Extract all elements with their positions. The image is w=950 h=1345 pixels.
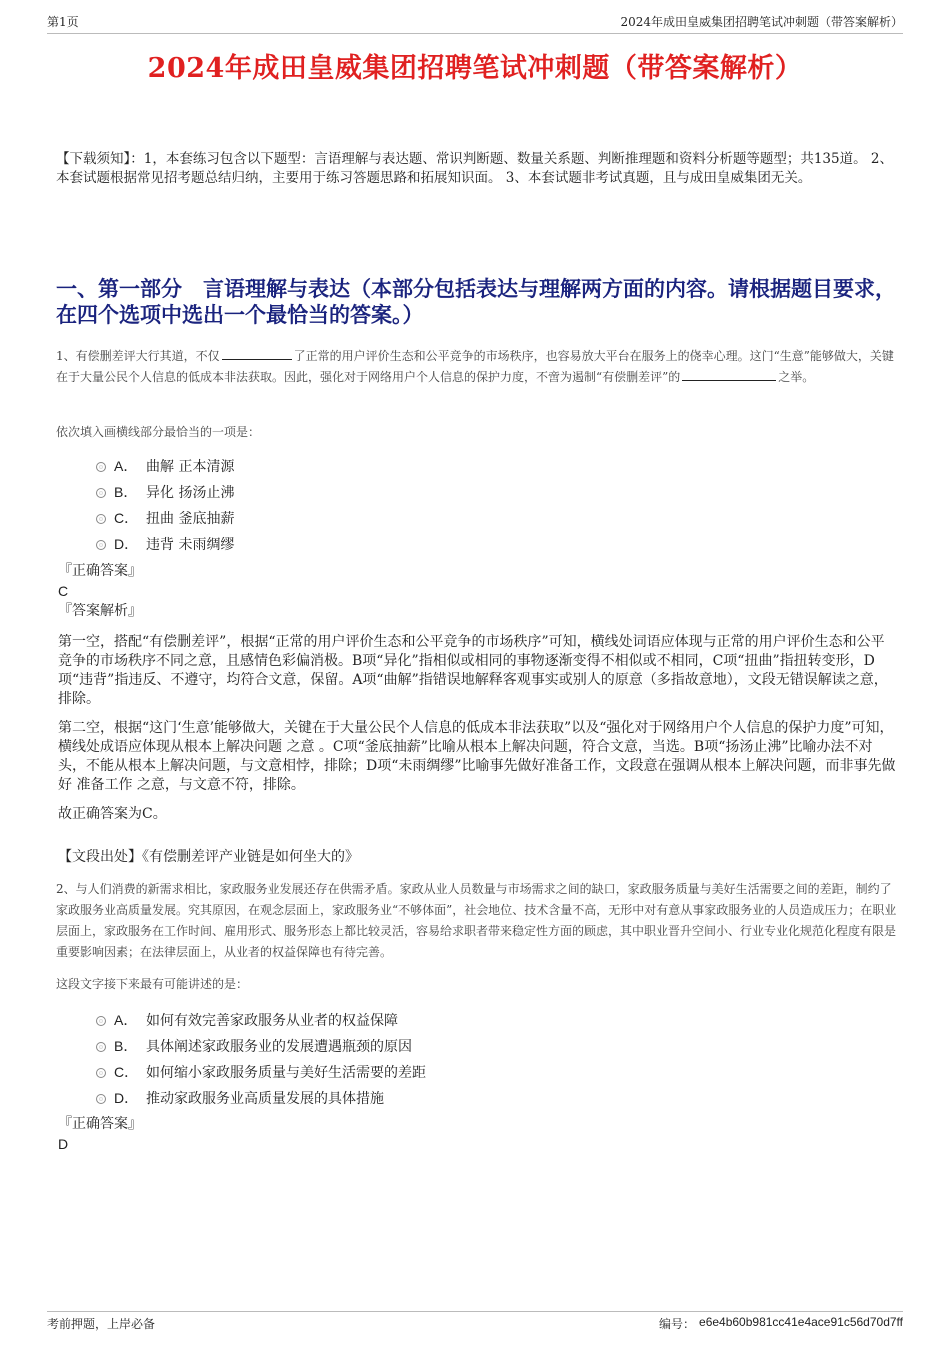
option-a[interactable]: A． 如何有效完善家政服务从业者的权益保障 bbox=[96, 1007, 426, 1033]
question-2-answer bbox=[58, 1114, 142, 1154]
option-c[interactable]: C． 如何缩小家政服务质量与美好生活需要的差距 bbox=[96, 1059, 426, 1085]
radio-icon[interactable] bbox=[96, 488, 106, 498]
fill-blank-2 bbox=[682, 367, 776, 381]
radio-icon[interactable] bbox=[96, 514, 106, 524]
header-doc-name: 2024年成田皇威集团招聘笔试冲刺题（带答案解析） bbox=[620, 15, 903, 29]
radio-icon[interactable] bbox=[96, 1094, 106, 1104]
footer-slogan: 考前押题，上岸必备 bbox=[47, 1317, 156, 1331]
page-footer bbox=[47, 1311, 903, 1331]
fill-blank-1 bbox=[222, 346, 292, 360]
document-hash: e6e4b60b981cc41e4ace91c56d70d7ff bbox=[699, 1315, 903, 1329]
answer-value: C bbox=[58, 583, 69, 599]
page-number: 第1页 bbox=[47, 15, 79, 29]
radio-icon[interactable] bbox=[96, 1042, 106, 1052]
analysis-paragraph: 第一空，搭配“有偿删差评”，根据“正常的用户评价生态和公平竞争的市场秩序”可知，横线处词语应体现与正常的用户评价生态和公平竞争的市场秩序不同之意，且感情色彩偏消极。B项“异化”指相似或相同的事物逐渐变得不相似或不相同，C项“扭曲”指扭转变形，D项“违背”指违反、不遵守，均符合文意，保留。A项“曲解”指错误地解释客观事实或别人的原意（多指故意地），文段无错误解读之意，排除。 bbox=[58, 634, 888, 707]
radio-icon[interactable] bbox=[96, 462, 106, 472]
question-2-prompt: 这段文字接下来最有可能讲述的是： bbox=[56, 977, 249, 991]
footer-code: 编号： e6e4b60b981cc41e4ace91c56d70d7ff bbox=[659, 1315, 903, 1331]
radio-icon[interactable] bbox=[96, 1068, 106, 1078]
option-c[interactable]: C． 扭曲 釜底抽薪 bbox=[96, 505, 234, 531]
option-d[interactable]: D． 推动家政服务业高质量发展的具体措施 bbox=[96, 1085, 426, 1111]
analysis-label: 『答案解析』 bbox=[58, 603, 142, 619]
question-1-analysis bbox=[58, 633, 896, 834]
radio-icon[interactable] bbox=[96, 1016, 106, 1026]
page-header bbox=[47, 14, 903, 34]
question-1-prompt: 依次填入画横线部分最恰当的一项是： bbox=[56, 425, 261, 439]
question-1-source: 【文段出处】《有偿删差评产业链是如何坐大的》 bbox=[58, 849, 359, 865]
answer-label: 『正确答案』 bbox=[58, 563, 142, 579]
question-2-text: 2、与人们消费的新需求相比，家政服务业发展还存在供需矛盾。家政从业人员数量与市场需求之间的缺口，家政服务质量与美好生活需要之间的差距，制约了家政服务业高质量发展。究其原因，在观念层面上，家政服务业“不够体面”，社会地位、技术含量不高，无形中对有意从事家政服务业的人员造成压力；在职业层面上，家政服务在工作时间、雇用形式、服务形态上都比较灵活，容易给求职者带来稳定性方面的顾虑，其中职业晋升空间小、行业专业化规范化程度有限是重要影响因素；在法律层面上，从业者的权益保障也有待完善。 bbox=[56, 882, 897, 959]
section-title: 一、第一部分 言语理解与表达（本部分包括表达与理解两方面的内容。请根据题目要求，在四个选项中选出一个最恰当的答案。） bbox=[56, 276, 896, 327]
analysis-conclusion: 故正确答案为C。 bbox=[58, 806, 167, 822]
document-title: 2024年成田皇威集团招聘笔试冲刺题（带答案解析） bbox=[147, 53, 803, 84]
question-1-answer bbox=[58, 561, 142, 621]
analysis-paragraph: 第二空，根据“这门‘生意’能够做大，关键在于大量公民个人信息的低成本非法获取”以及“强化对于网络用户个人信息的保护力度”可知，横线处成语应体现从根本上解决问题 之意 。C项“釜底抽薪”比喻从根本上解决问题，符合文意，当选。B项“扬汤止沸”比喻办法不对头，不能从根本上解决问题，与文意相悖，排除；D项“未雨绸缪”比喻事先做好准备工作，文段意在强调从根本上解决问题，而非事先做好 准备工作 之意，与文意不符，排除。 bbox=[58, 720, 896, 793]
question-1-options bbox=[96, 453, 234, 557]
option-a[interactable]: A． 曲解 正本清源 bbox=[96, 453, 234, 479]
option-b[interactable]: B． 具体阐述家政服务业的发展遭遇瓶颈的原因 bbox=[96, 1033, 426, 1059]
question-1-text: 1、有偿删差评大行其道，不仅 了正常的用户评价生态和公平竞争的市场秩序，也容易放大平台在服务上的侥幸心理。这门“生意”能够做大，关键在于大量公民个人信息的低成本非法获取。因此，强化对于网络用户个人信息的保护力度，不啻为遏制“有偿删差评”的 之举。 bbox=[56, 346, 898, 388]
option-d[interactable]: D． 违背 未雨绸缪 bbox=[96, 531, 234, 557]
answer-value: D bbox=[58, 1136, 69, 1152]
answer-label: 『正确答案』 bbox=[58, 1116, 142, 1132]
radio-icon[interactable] bbox=[96, 540, 106, 550]
download-notice: 【下载须知】：1，本套练习包含以下题型：言语理解与表达题、常识判断题、数量关系题、判断推理题和资料分析题等题型；共135道。 2、本套试题根据常见招考题总结归纳，主要用于练习答题思路和拓展知识面。 3、本套试题非考试真题，且与成田皇威集团无关。 bbox=[56, 151, 893, 186]
option-b[interactable]: B． 异化 扬汤止沸 bbox=[96, 479, 234, 505]
question-2-options bbox=[96, 1007, 426, 1111]
